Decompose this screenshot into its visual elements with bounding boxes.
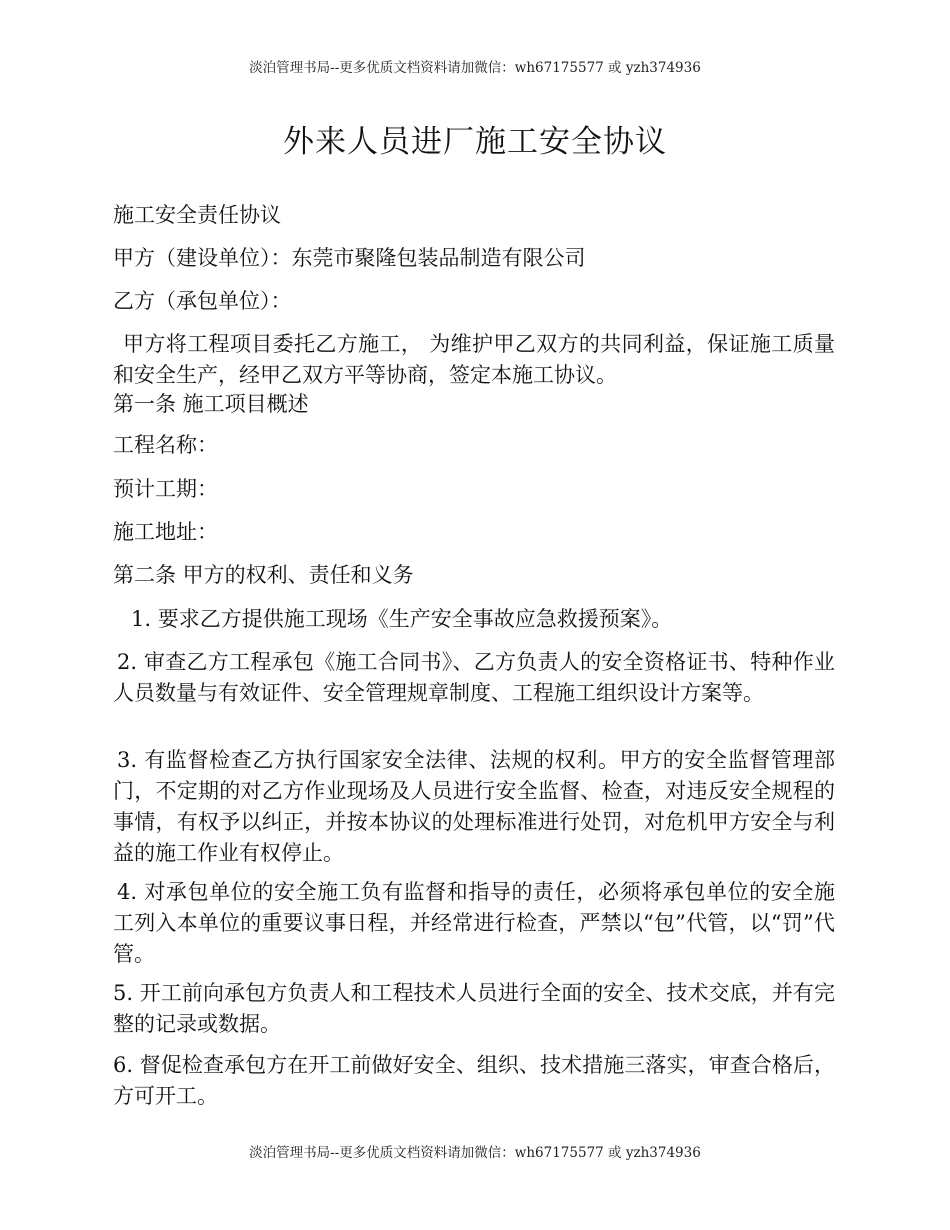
intro-paragraph: 甲方将工程项目委托乙方施工， 为维护甲乙双方的共同利益，保证施工质量和安全生产，经甲乙双方平等协商，签定本施工协议。 (113, 332, 835, 387)
page-footer: 淡泊管理书局--更多优质文档资料请加微信：wh67175577 或 yzh374936 (249, 1145, 701, 1161)
duration-field: 预计工期： (113, 477, 218, 501)
list-item-5: 5. 开工前向承包方负责人和工程技术人员进行全面的安全、技术交底，并有完整的记录或数据。 (113, 981, 835, 1036)
article-1-heading: 第一条 施工项目概述 (113, 392, 309, 416)
article-2-heading: 第二条 甲方的权利、责任和义务 (113, 563, 414, 587)
party-b: 乙方（承包单位）： (113, 289, 292, 313)
page-header: 淡泊管理书局--更多优质文档资料请加微信：wh67175577 或 yzh374936 (249, 60, 701, 76)
list-item-1: 1. 要求乙方提供施工现场《生产安全事故应急救援预案》。 (131, 607, 673, 631)
list-item-6: 6. 督促检查承包方在开工前做好安全、组织、技术措施三落实，审查合格后，方可开工。 (113, 1053, 835, 1108)
address-field: 施工地址： (113, 520, 218, 544)
list-item-3: 3. 有监督检查乙方执行国家安全法律、法规的权利。甲方的安全监督管理部门，不定期的对乙方作业现场及人员进行安全监督、检查，对违反安全规程的事情，有权予以纠正，并按本协议的处理标准进行处罚，对危机甲方安全与利益的施工作业有权停止。 (113, 748, 835, 865)
subtitle: 施工安全责任协议 (113, 203, 281, 227)
list-item-4: 4. 对承包单位的安全施工负有监督和指导的责任，必须将承包单位的安全施工列入本单位的重要议事日程，并经常进行检查，严禁以“包”代管，以“罚”代管。 (113, 880, 835, 966)
list-item-2: 2. 审查乙方工程承包《施工合同书》、乙方负责人的安全资格证书、特种作业人员数量与有效证件、安全管理规章制度、工程施工组织设计方案等。 (113, 650, 835, 705)
document-title: 外来人员进厂施工安全协议 (283, 124, 667, 160)
project-name-field: 工程名称： (113, 433, 218, 457)
party-a: 甲方（建设单位）：东莞市聚隆包装品制造有限公司 (113, 246, 586, 270)
